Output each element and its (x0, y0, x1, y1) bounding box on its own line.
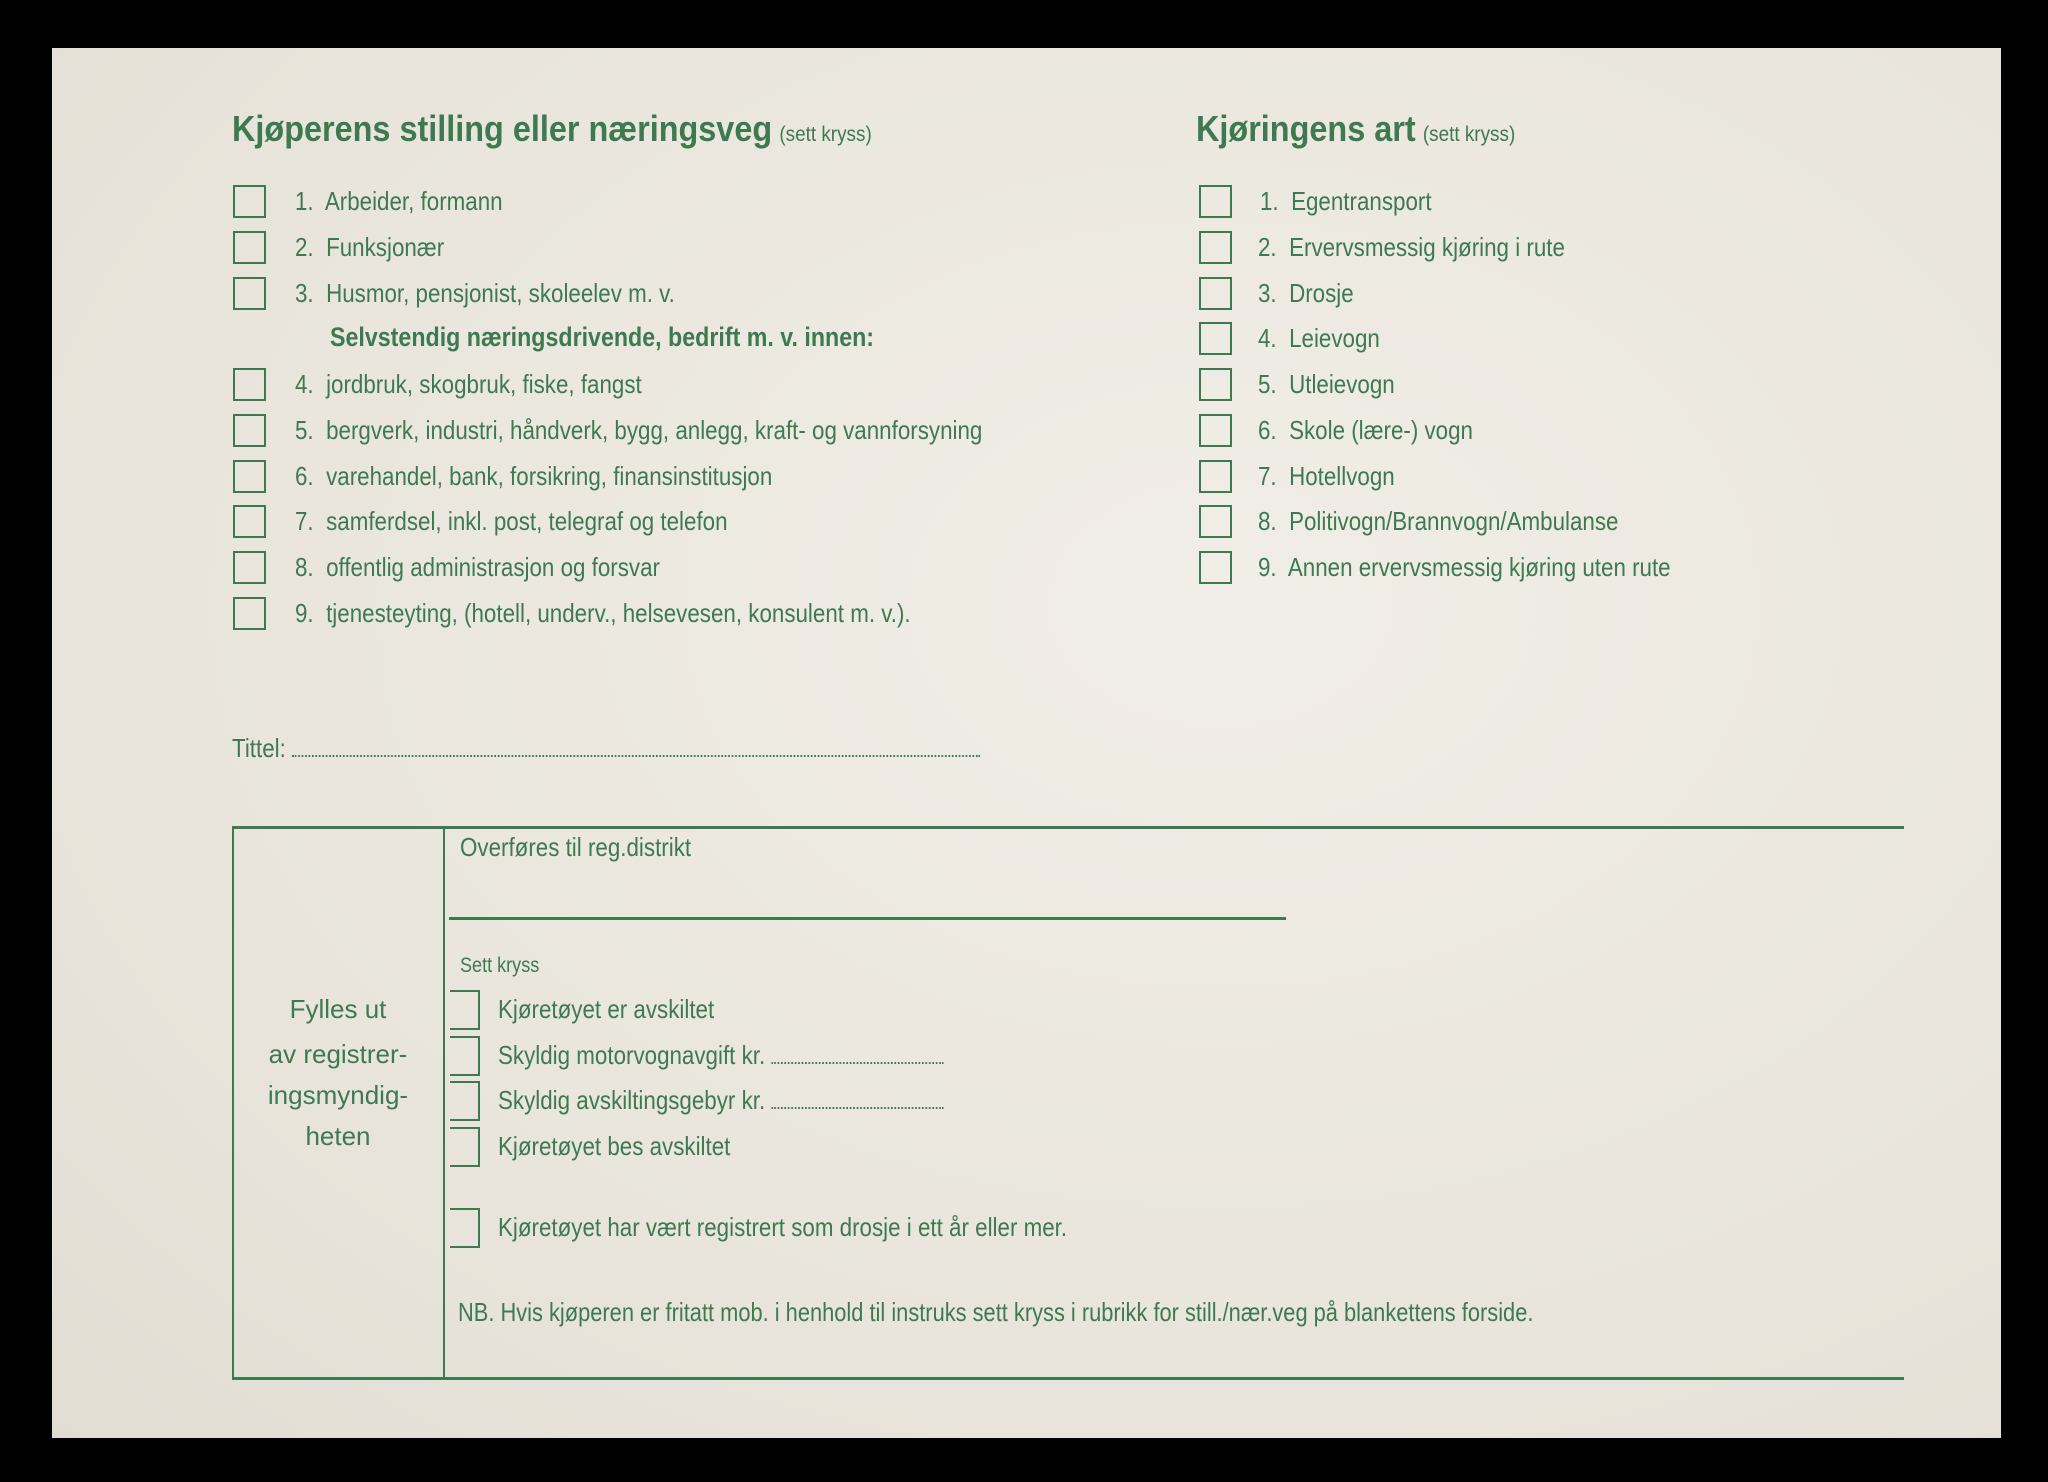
checkbox-driving-7[interactable] (1199, 460, 1232, 493)
checkbox-motor-tax-owed[interactable] (450, 1036, 480, 1076)
occupation-5: 5. bergverk, industri, håndverk, bygg, anlegg, kraft- og vannforsyning (295, 415, 983, 445)
checkbox-occupation-5[interactable] (233, 414, 266, 447)
checkbox-taxi-one-year[interactable] (450, 1208, 480, 1248)
checkbox-driving-6[interactable] (1199, 414, 1232, 447)
checkbox-occupation-4[interactable] (233, 368, 266, 401)
driving-type-1: 1. Egentransport (1260, 186, 1432, 216)
checkbox-request-deregistration[interactable] (450, 1127, 480, 1167)
driving-type-5: 5. Utleievogn (1258, 369, 1395, 399)
checkbox-occupation-9[interactable] (233, 597, 266, 630)
occupation-7: 7. samferdsel, inkl. post, telegraf og telefon (295, 506, 728, 536)
driving-type-2: 2. Ervervsmessig kjøring i rute (1258, 232, 1565, 262)
transfer-district-label: Overføres til reg.distrikt (460, 832, 692, 862)
check-deregistered-label: Kjøretøyet er avskiltet (498, 994, 715, 1024)
checkbox-driving-8[interactable] (1199, 505, 1232, 538)
driving-type-heading: Kjøringens art (sett kryss) (1196, 108, 1516, 149)
occupation-8: 8. offentlig administrasjon og forsvar (295, 552, 661, 582)
checkbox-occupation-6[interactable] (233, 460, 266, 493)
checkbox-occupation-2[interactable] (233, 231, 266, 264)
check-motor-tax-owed-label: Skyldig motorvognavgift kr. (498, 1040, 943, 1071)
title-field[interactable]: Tittel: (232, 733, 980, 764)
checkbox-driving-3[interactable] (1199, 277, 1232, 310)
checkbox-occupation-8[interactable] (233, 551, 266, 584)
occupation-1: 1. Arbeider, formann (295, 186, 503, 216)
checkbox-driving-4[interactable] (1199, 322, 1232, 355)
check-deregistration-fee-label: Skyldig avskiltingsgebyr kr. (498, 1085, 943, 1116)
driving-type-7: 7. Hotellvogn (1258, 461, 1395, 491)
driving-type-6: 6. Skole (lære-) vogn (1258, 415, 1473, 445)
checkbox-occupation-7[interactable] (233, 505, 266, 538)
check-taxi-one-year-label: Kjøretøyet har vært registrert som drosje i ett år eller mer. (498, 1212, 1068, 1242)
occupation-4: 4. jordbruk, skogbruk, fiske, fangst (295, 369, 642, 399)
driving-type-4: 4. Leievogn (1258, 323, 1380, 353)
occupation-9: 9. tjenesteyting, (hotell, underv., helsevesen, konsulent m. v.). (295, 598, 911, 628)
checkbox-deregistration-fee-owed[interactable] (450, 1081, 480, 1121)
side-label-line-2: av registrer- (268, 1039, 408, 1069)
check-instruction: Sett kryss (460, 954, 540, 977)
checkbox-occupation-3[interactable] (233, 277, 266, 310)
occupation-2: 2. Funksjonær (295, 232, 445, 262)
exemption-note: NB. Hvis kjøperen er fritatt mob. i henhold til instruks sett kryss i rubrikk for still./nær.veg på blankettens forside. (458, 1297, 1534, 1327)
occupation-6: 6. varehandel, bank, forsikring, finansinstitusjon (295, 461, 773, 491)
checkbox-driving-1[interactable] (1199, 185, 1232, 218)
transfer-district-field[interactable] (449, 917, 1286, 920)
side-label-line-1: Fylles ut (289, 994, 387, 1024)
box-top-line (232, 826, 1904, 829)
checkbox-driving-9[interactable] (1199, 551, 1232, 584)
self-employed-subheading: Selvstendig næringsdrivende, bedrift m. v. innen: (330, 322, 875, 352)
driving-type-8: 8. Politivogn/Brannvogn/Ambulanse (1258, 506, 1619, 536)
checkbox-driving-2[interactable] (1199, 231, 1232, 264)
check-request-deregistration-label: Kjøretøyet bes avskiltet (498, 1131, 731, 1161)
checkbox-driving-5[interactable] (1199, 368, 1232, 401)
driving-type-9: 9. Annen ervervsmessig kjøring uten rute (1258, 552, 1671, 582)
box-bottom-line (232, 1377, 1904, 1380)
checkbox-deregistered[interactable] (450, 990, 480, 1030)
occupation-3: 3. Husmor, pensjonist, skoleelev m. v. (295, 278, 675, 308)
side-label-line-3: ingsmyndig- (267, 1080, 409, 1110)
buyer-occupation-heading: Kjøperens stilling eller næringsveg (sett kryss) (232, 108, 872, 149)
driving-type-3: 3. Drosje (1258, 278, 1354, 308)
side-label-line-4: heten (305, 1121, 371, 1151)
checkbox-occupation-1[interactable] (233, 185, 266, 218)
